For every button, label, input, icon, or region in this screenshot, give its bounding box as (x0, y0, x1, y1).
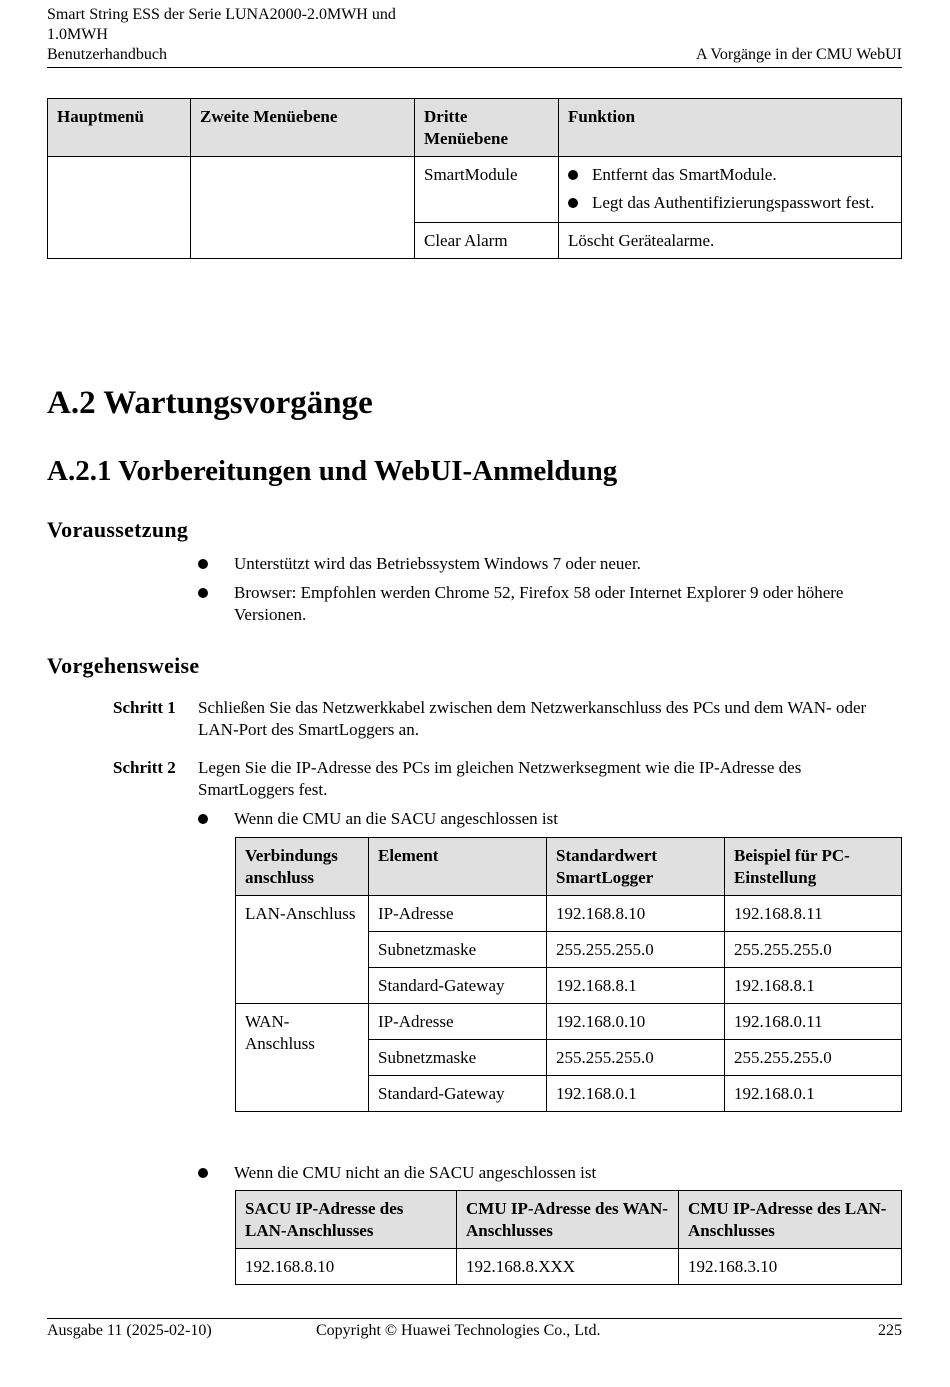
table-header-row (236, 838, 902, 896)
table-header: Hauptmenü (48, 99, 191, 157)
prerequisite-heading: Voraussetzung (47, 517, 189, 542)
bullet-icon (568, 170, 578, 180)
table-cell: 192.168.0.10 (547, 1004, 725, 1040)
step-label: Schritt 1 (113, 698, 176, 717)
header-rule (47, 67, 902, 68)
list-item: Browser: Empfohlen werden Chrome 52, Firefox 58 oder Internet Explorer 9 oder höhere Versionen. (198, 582, 868, 626)
table-header: CMU IP-Adresse des LAN-Anschlusses (679, 1191, 902, 1249)
bullet-icon (198, 1168, 208, 1178)
table-cell: 255.255.255.0 (725, 932, 902, 968)
table-cell: 192.168.8.1 (725, 968, 902, 1004)
bullet-icon (198, 559, 208, 569)
table-cell: SmartModule (415, 157, 559, 223)
table-cell: 192.168.3.10 (679, 1249, 902, 1285)
sacu-address-table (235, 1190, 902, 1285)
bullet-icon (198, 814, 208, 824)
table-cell: 192.168.8.11 (725, 896, 902, 932)
document-subtitle: Benutzerhandbuch (47, 46, 167, 63)
table-row (236, 1004, 902, 1040)
edition-label: Ausgabe 11 (2025-02-10) (47, 1322, 212, 1339)
table-cell: 192.168.0.1 (725, 1076, 902, 1112)
document-title: Smart String ESS der Serie LUNA2000-2.0MWH und 1.0MWH Benutzerhandbuch (47, 6, 396, 63)
table-cell: WAN-Anschluss (236, 1004, 369, 1112)
table-cell: 192.168.8.1 (547, 968, 725, 1004)
table-header-row (48, 99, 902, 157)
table-header: Beispiel für PC-Einstellung (725, 838, 902, 896)
table-row (48, 157, 902, 223)
page-number: 225 (878, 1322, 902, 1339)
list-item: Entfernt das SmartModule. (568, 164, 892, 186)
procedure-heading: Vorgehensweise (47, 653, 200, 678)
list-item: Unterstützt wird das Betriebssystem Windows 7 oder neuer. (198, 553, 868, 575)
list-item: Wenn die CMU an die SACU angeschlossen ist (198, 808, 868, 830)
bullet-icon (198, 588, 208, 598)
table-cell: 192.168.8.10 (236, 1249, 457, 1285)
table-header: Standardwert SmartLogger (547, 838, 725, 896)
table-header: Dritte Menüebene (415, 99, 559, 157)
table-cell: 192.168.8.XXX (457, 1249, 679, 1285)
table-cell: 192.168.0.11 (725, 1004, 902, 1040)
table-cell: 192.168.0.1 (547, 1076, 725, 1112)
list-item: Legt das Authentifizierungspasswort fest. (568, 192, 892, 214)
table-cell: Standard-Gateway (369, 1076, 547, 1112)
footer-rule (47, 1318, 902, 1319)
table-cell: Clear Alarm (415, 223, 559, 259)
table-cell (191, 157, 415, 259)
table-header: Element (369, 838, 547, 896)
table-header-row (236, 1191, 902, 1249)
table-cell (48, 157, 191, 259)
table-cell: 255.255.255.0 (547, 1040, 725, 1076)
ip-settings-table (235, 837, 902, 1112)
table-header: Funktion (559, 99, 902, 157)
step-text: Legen Sie die IP-Adresse des PCs im gleichen Netzwerksegment wie die IP-Adresse des SmartLoggers fest. (198, 758, 802, 799)
table-cell: 255.255.255.0 (547, 932, 725, 968)
table-header: Zweite Menüebene (191, 99, 415, 157)
table-row (236, 1249, 902, 1285)
table-header: Verbindungs anschluss (236, 838, 369, 896)
table-cell: IP-Adresse (369, 896, 547, 932)
copyright-label: Copyright © Huawei Technologies Co., Ltd. (316, 1322, 601, 1339)
table-cell: IP-Adresse (369, 1004, 547, 1040)
subsection-heading: A.2.1 Vorbereitungen und WebUI-Anmeldung (47, 455, 618, 487)
table-cell: LAN-Anschluss (236, 896, 369, 1004)
list-item: Wenn die CMU nicht an die SACU angeschlossen ist (198, 1162, 868, 1184)
step-text: Schließen Sie das Netzwerkkabel zwischen dem Netzwerkanschluss des PCs und dem WAN- oder LAN-Port des SmartLoggers an. (198, 698, 867, 739)
menu-table (47, 98, 902, 259)
table-header: SACU IP-Adresse des LAN-Anschlusses (236, 1191, 457, 1249)
table-cell: Subnetzmaske (369, 1040, 547, 1076)
table-cell: Subnetzmaske (369, 932, 547, 968)
section-heading: A.2 Wartungsvorgänge (47, 385, 373, 421)
table-cell (559, 157, 902, 223)
section-title: A Vorgänge in der CMU WebUI (696, 46, 902, 63)
table-cell: Löscht Gerätealarme. (559, 223, 902, 259)
table-cell: 192.168.8.10 (547, 896, 725, 932)
table-row (236, 896, 902, 932)
table-cell: 255.255.255.0 (725, 1040, 902, 1076)
table-cell: Standard-Gateway (369, 968, 547, 1004)
bullet-icon (568, 198, 578, 208)
table-header: CMU IP-Adresse des WAN-Anschlusses (457, 1191, 679, 1249)
step-label: Schritt 2 (113, 758, 176, 777)
